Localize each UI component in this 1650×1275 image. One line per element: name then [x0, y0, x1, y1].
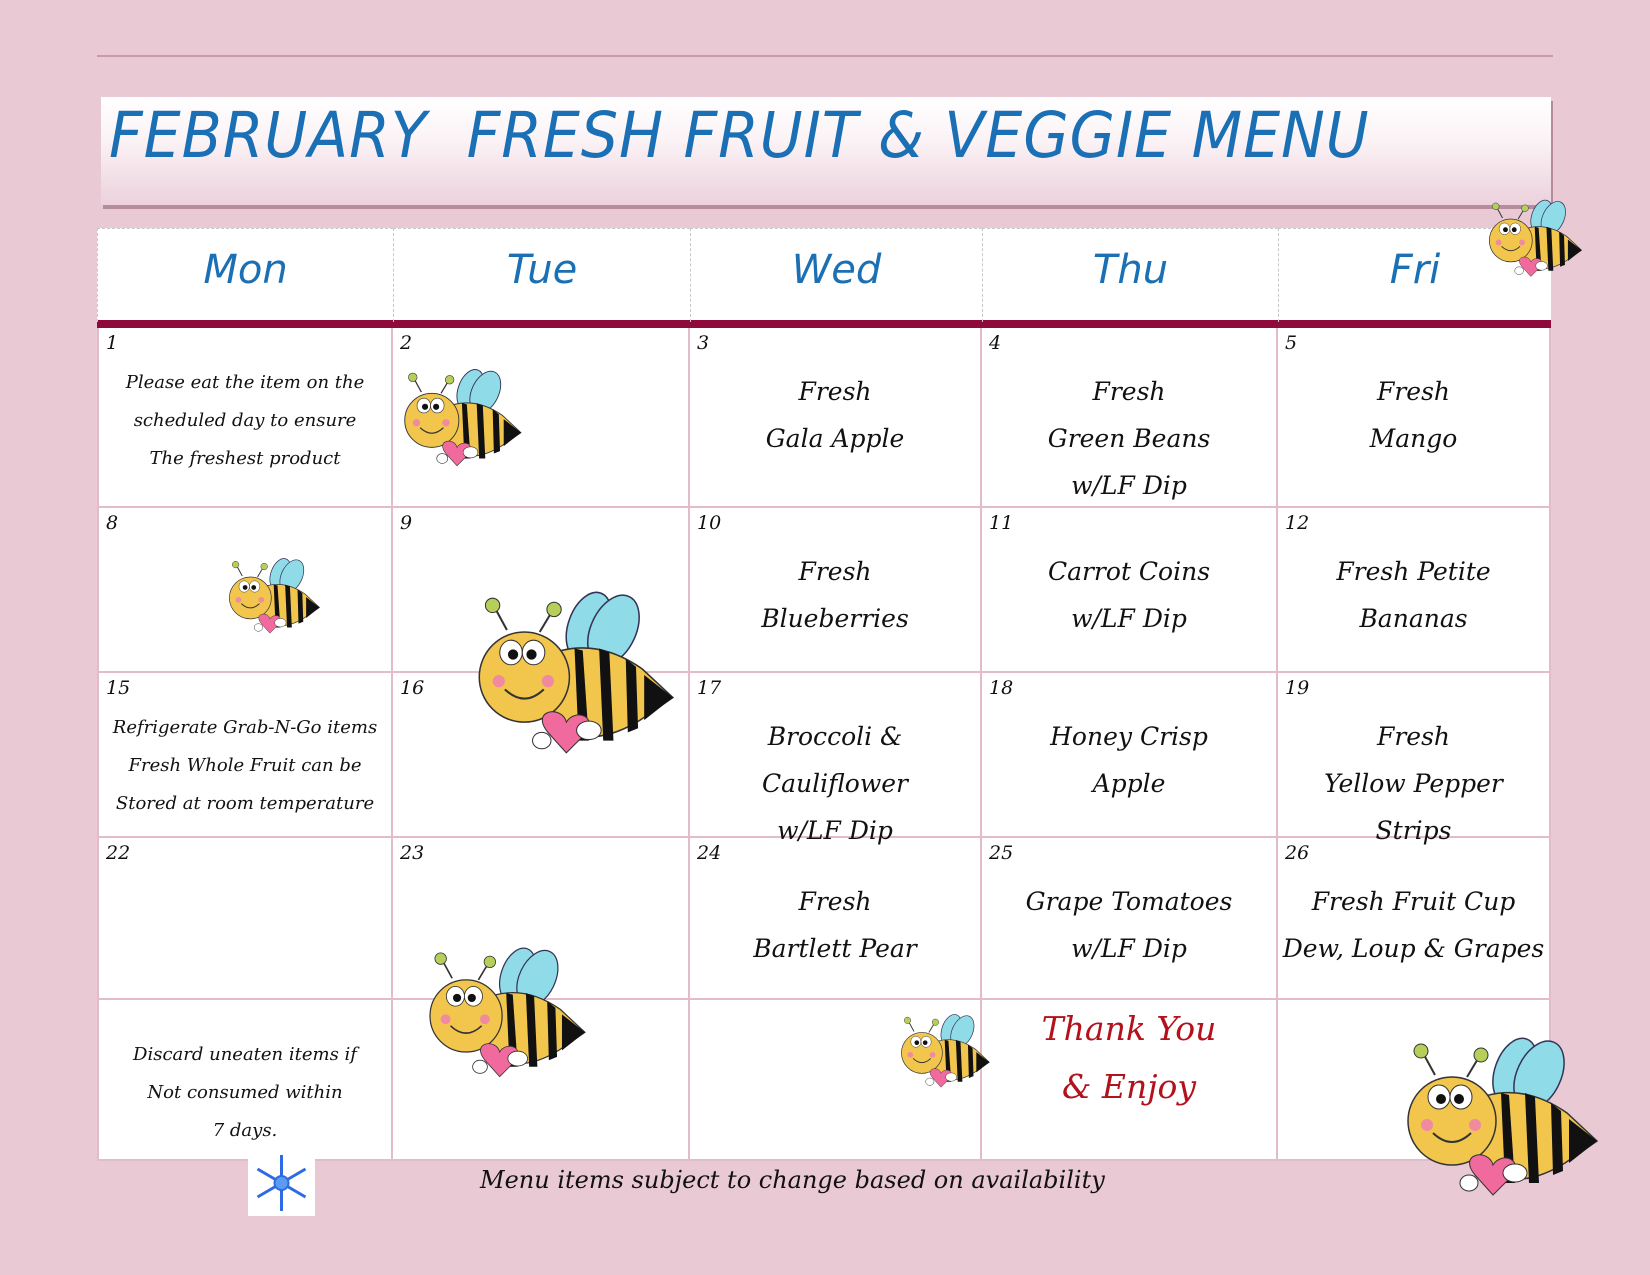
weekday-label: Tue [506, 247, 578, 293]
weekday-label: Fri [1389, 247, 1441, 293]
text-line: Fresh [1376, 722, 1451, 751]
text-line: Fresh Fruit Cup [1311, 887, 1516, 916]
text-line: Dew, Loup & Grapes [1282, 934, 1545, 963]
text-line: Bananas [1359, 604, 1468, 633]
text-line: Stored at room temperature [115, 793, 375, 814]
day-number: 23 [400, 842, 425, 864]
calendar-day-cell [97, 1000, 393, 1161]
calendar-day-cell [97, 673, 393, 838]
text-line: Fresh [798, 377, 872, 406]
text-line: The freshest product [149, 448, 341, 469]
calendar-day-cell [982, 838, 1278, 1000]
day-number: 12 [1285, 512, 1310, 534]
page-title: FEBRUARY FRESH FRUIT & VEGGIE MENU [109, 99, 1370, 172]
footer-note: Menu items subject to change based on availability [480, 1166, 1105, 1194]
bee-icon [1484, 197, 1584, 281]
text-line: Refrigerate Grab-N-Go items [112, 717, 378, 738]
menu-item [982, 548, 1276, 642]
day-number: 17 [697, 677, 722, 699]
day-number: 24 [697, 842, 722, 864]
menu-item [1278, 548, 1549, 642]
day-number: 1 [106, 332, 119, 354]
weekday-header-tue [393, 228, 690, 322]
text-line: w/LF Dip [1071, 604, 1187, 633]
text-line: Grape Tomatoes [1025, 887, 1233, 916]
text-line: Not consumed within [147, 1082, 343, 1103]
text-line: Mango [1369, 424, 1458, 453]
menu-item [982, 878, 1276, 972]
title-banner [101, 97, 1551, 205]
bee-icon [224, 556, 322, 637]
calendar-day-cell [97, 328, 393, 508]
calendar-day-cell [1278, 328, 1551, 508]
text-line: & Enjoy [1062, 1067, 1196, 1106]
day-number: 25 [989, 842, 1014, 864]
calendar-day-cell [690, 508, 982, 673]
text-line: Honey Crisp [1050, 722, 1208, 751]
day-number: 3 [697, 332, 710, 354]
text-line: Fresh [798, 557, 872, 586]
day-number: 10 [697, 512, 722, 534]
top-divider [97, 55, 1553, 57]
calendar-day-cell [690, 838, 982, 1000]
thank-you-message [982, 1000, 1276, 1116]
bee-icon [468, 584, 678, 764]
text-line: Discard uneaten items if [133, 1044, 357, 1065]
text-line: Fresh [1092, 377, 1166, 406]
calendar-grid [97, 228, 1551, 1161]
bee-icon [894, 1012, 994, 1091]
day-number: 19 [1285, 677, 1310, 699]
weekday-label: Mon [203, 247, 288, 293]
menu-item [690, 713, 980, 854]
text-line: Blueberries [761, 604, 909, 633]
text-line: Green Beans [1047, 424, 1211, 453]
text-line: Gala Apple [765, 424, 905, 453]
cell-note [99, 1036, 391, 1150]
bee-icon [421, 940, 589, 1087]
menu-item [982, 713, 1276, 807]
weekday-header-wed [690, 228, 982, 322]
text-line: Yellow Pepper [1324, 769, 1503, 798]
day-number: 9 [400, 512, 413, 534]
weekday-label: Wed [791, 247, 882, 293]
cell-note [99, 364, 391, 478]
text-line: Fresh [1376, 377, 1451, 406]
day-number: 16 [400, 677, 425, 699]
bee-icon [1397, 1031, 1602, 1205]
weekday-header-mon [97, 228, 393, 322]
menu-item [1278, 713, 1549, 854]
weekday-label: Thu [1092, 247, 1169, 293]
calendar-day-cell [690, 673, 982, 845]
calendar-day-cell [982, 328, 1278, 508]
weekday-header-thu [982, 228, 1278, 322]
calendar-day-cell [690, 328, 982, 508]
day-number: 2 [400, 332, 413, 354]
text-line: Fresh Whole Fruit can be [128, 755, 362, 776]
cell-note [99, 709, 391, 823]
snowflake-icon [248, 1150, 315, 1216]
menu-item [690, 548, 980, 642]
text-line: Strips [1375, 816, 1452, 845]
calendar-day-cell [982, 1000, 1278, 1161]
day-number: 18 [989, 677, 1014, 699]
calendar-day-cell [982, 508, 1278, 673]
calendar-day-cell [1278, 508, 1551, 673]
day-number: 26 [1285, 842, 1310, 864]
calendar-day-cell [982, 673, 1278, 838]
text-line: w/LF Dip [1071, 934, 1187, 963]
day-number: 15 [106, 677, 131, 699]
text-line: Please eat the item on the [125, 372, 365, 393]
text-line: Fresh [798, 887, 872, 916]
text-line: w/LF Dip [777, 816, 893, 845]
day-number: 11 [989, 512, 1014, 534]
day-number: 22 [106, 842, 131, 864]
day-number: 5 [1285, 332, 1298, 354]
text-line: Broccoli & [767, 722, 903, 751]
bee-icon [398, 366, 524, 471]
day-number: 8 [106, 512, 119, 534]
text-line: Apple [1092, 769, 1166, 798]
menu-item [1278, 368, 1549, 462]
text-line: w/LF Dip [1071, 471, 1187, 500]
menu-item [1278, 878, 1549, 972]
text-line: scheduled day to ensure [133, 410, 357, 431]
calendar-day-cell [1278, 838, 1551, 1000]
calendar-day-cell [97, 838, 393, 1000]
menu-item [982, 368, 1276, 509]
day-number: 4 [989, 332, 1002, 354]
calendar-day-cell [1278, 673, 1551, 845]
text-line: Carrot Coins [1047, 557, 1211, 586]
text-line: Thank You [1041, 1009, 1217, 1048]
menu-item [690, 368, 980, 462]
text-line: 7 days. [212, 1120, 278, 1141]
text-line: Fresh Petite [1336, 557, 1491, 586]
text-line: Cauliflower [762, 769, 908, 798]
menu-item [690, 878, 980, 972]
text-line: Bartlett Pear [753, 934, 917, 963]
